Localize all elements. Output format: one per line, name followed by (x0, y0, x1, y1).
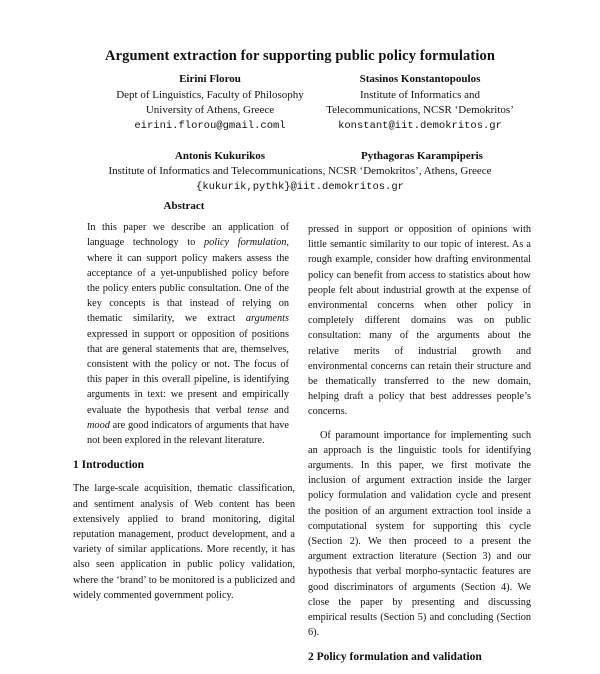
paper-title: Argument extraction for supporting public policy formulation (105, 48, 495, 64)
abstract-text: are good indicators of arguments that have not been explored in the relevant literature. (87, 419, 290, 447)
abstract-heading: Abstract (163, 200, 205, 212)
body-paragraph: Of paramount importance for implementing such an approach is the linguistic tools for identifying arguments. In this paper, we first motivate the inclusion of argument extraction inside the larger policy formulation and validation cycle and present the position of an argument extraction tool inside a computational system for supporting this cycle (Section 2). We then proceed to a present the argument extraction literature (Section 3) and our hypothesis that verbal morpho-syntactic features are good discriminators of arguments (Section 4). We close the paper by presenting and discussing empirical results (Section 5) and concluding (Section 6). (308, 429, 531, 639)
abstract-text: , where it can support policy makers assess the acceptance of a yet-unpublished policy before the policy enters public consultation. One of the key concepts is that instead of relying on thematic similarity, we extract (87, 237, 289, 325)
abstract-body (73, 220, 295, 448)
author-name: Stasinos Konstantopoulos (359, 73, 481, 85)
body-paragraph: pressed in support or opposition of opinions with little semantic similarity to our topic of interest. As a rough example, consider how drafting environmental policy can benefit from access to statistics about how people felt about industrial growth at the expense of environmental concerns when other policy in completely different domains was on public consultation: many of the arguments about the relative merits of industrial growth and environmental concerns can retain their structure and be thematically transferred to the new domain, helping draft a policy that best addresses people’s concerns. (308, 224, 531, 418)
author-email: eirini.florou@gmail.coml (134, 119, 286, 132)
right-column (308, 222, 531, 674)
shared-email: {kukurik,pythk}@iit.demokritos.gr (196, 180, 404, 193)
author-affiliation-line: Telecommunications, NCSR ‘Demokritos’ (326, 104, 514, 116)
shared-affiliation-block (0, 164, 600, 195)
introduction-paragraph: The large-scale acquisition, thematic classification, and sentiment analysis of Web content has been extensively applied to brand monitoring, digital reputation management, product development, and a variety of similar applications. More recently, it has also seen application in public policy validation, where the ‘brand’ to be monitored is a publicized and widely commented government policy. (73, 483, 295, 601)
abstract-text: and (274, 404, 289, 416)
abstract-text: expressed in support or opposition of positions that are general statements that are, themselves, consistent with the policy or not. The focus of this paper in this overall pipeline, is identifying arguments in text: we present and empirically evaluate the hypothesis that verbal (87, 328, 289, 416)
author-block-karampiperis (322, 149, 522, 165)
abstract-emphasis: policy formulation (203, 237, 287, 249)
section-heading-introduction: 1 Introduction (73, 459, 145, 472)
author-email: konstant@iit.demokritos.gr (338, 119, 502, 132)
author-name: Pythagoras Karampiperis (361, 150, 483, 162)
abstract-emphasis: mood (87, 419, 110, 431)
section-heading-policy: 2 Policy formulation and validation (308, 651, 482, 664)
author-affiliation-line: Dept of Linguistics, Faculty of Philosophy (116, 88, 304, 101)
abstract-emphasis: tense (247, 404, 269, 416)
author-affiliation-line: University of Athens, Greece (145, 104, 275, 116)
author-affiliation-line: Institute of Informatics and (359, 88, 481, 101)
left-column (73, 199, 295, 603)
abstract-text: In this paper we describe an application of language technology to (87, 222, 289, 249)
author-name: Eirini Florou (179, 73, 241, 85)
author-block-kukurikos (150, 149, 290, 165)
shared-affiliation: Institute of Informatics and Telecommunications, NCSR ‘Demokritos’, Athens, Greece (108, 165, 492, 177)
abstract-emphasis: arguments (245, 313, 289, 325)
author-block-konstantopoulos (290, 72, 550, 134)
author-name: Antonis Kukurikos (174, 150, 266, 162)
